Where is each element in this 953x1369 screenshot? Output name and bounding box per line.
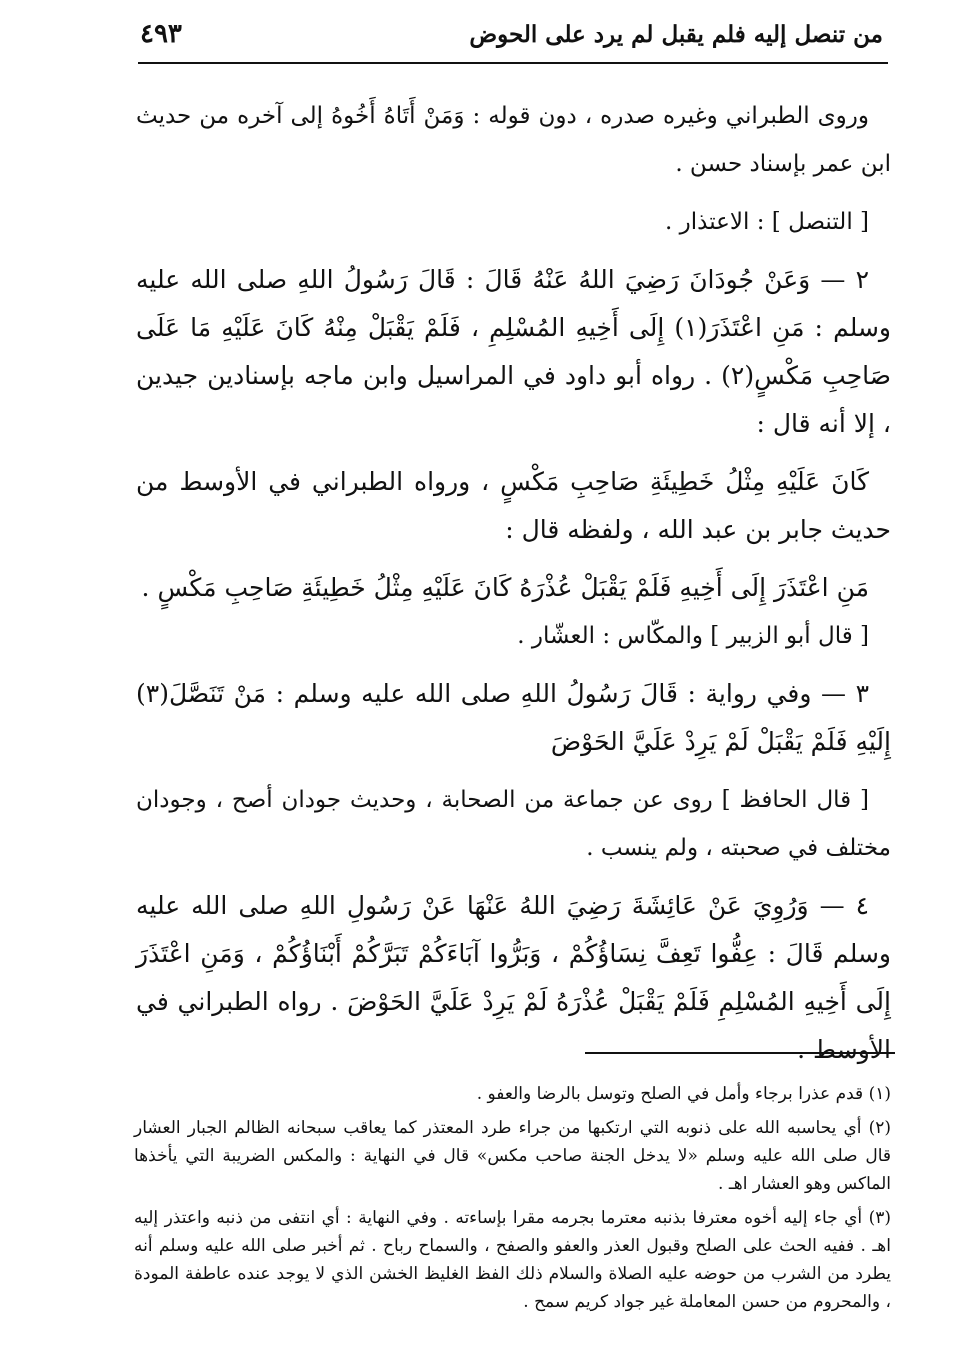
footnote-3: (٣) أي جاء إليه أخوه معترفا بذنبه معترما بجرمه مقرا بإساءته . وفي النهاية : أي انتفى من ذنبه واعتذر إليه اهـ . ففيه الحث على الصلح وقبول العذر والعفو والصفح ، والسماح رباح . ثم أخبر صلى الله عليه وسلم أنه يطرد من الشرب من حوضه عليه الصلاة والسلام ذلك الفظ الغليظ الخشن الذي لا يوجد عنده عاطفة المودة ، والمحروم من حسن المعاملة غير جواد كريم سمح .: [134, 1208, 891, 1312]
footnote-2: (٢) أي يحاسبه الله على ذنوبه التي ارتكبها من جراء طرد المعتذر كما يعاقب سبحانه الظالم الجبار العشار قال صلى الله عليه وسلم «لا يدخل الجنة صاحب مكس» قال في النهاية : والمكس الضريبة التي يأخذها الماكس وهو العشار اهـ .: [134, 1118, 891, 1194]
definition-tanassul: [ التنصل ] : الاعتذار .: [665, 209, 869, 235]
hadith-2: ٢ — وَعَنْ جُودَانَ رَضِيَ اللهُ عَنْهُ قَالَ : قَالَ رَسُولُ اللهِ صلى الله عليه وسلم : مَنِ اعْتَذَرَ(١) إِلَى أَخِيهِ المُسْلِمِ ، فَلَمْ يَقْبَلْ مِنْهُ كَانَ عَلَيْهِ مَا عَلَى صَاحِبِ مَكْسٍ(٢) . رواه أبو داود في المراسيل وابن ماجه بإسنادين جيدين ، إلا أنه قال :: [136, 265, 892, 438]
hafiz-comment: [ قال الحافظ ] روى عن جماعة من الصحابة ، وحديث جودان أصح ، وجودان مختلف في صحبته ، ولم ينسب .: [136, 787, 891, 861]
hadith-4: ٤ — وَرُوِيَ عَنْ عَائِشَةَ رَضِيَ اللهُ عَنْهَا عَنْ رَسُولِ اللهِ صلى الله عليه وسلم قَالَ : عِفُّوا تَعِفَّ نِسَاؤُكُمْ ، وَبَرُّوا آبَاءَكُمْ تَبَرَّكُمْ أَبْنَاؤُكُمْ ، وَمَنِ اعْتَذَرَ إِلَى أَخِيهِ المُسْلِمِ فَلَمْ يَقْبَلْ عُذْرَهُ لَمْ يَرِدْ عَلَيَّ الحَوْضَ . رواه الطبراني في الأوسط .: [136, 891, 892, 1064]
main-text: [136, 92, 891, 1074]
page-number: ٤٩٣: [140, 19, 182, 49]
footnote-1: (١) قدم عذرا برجاء وأمل في الصلح وتوسل بالرضا والعفو .: [476, 1084, 891, 1104]
hadith-3: ٣ — وفي رواية : قَالَ رَسُولُ اللهِ صلى الله عليه وسلم : مَنْ تَنَصَّلَ(٣) إِلَيْهِ فَلَمْ يَقْبَلْ لَمْ يَرِدْ عَلَيَّ الحَوْضَ: [136, 679, 891, 756]
header-rule: [138, 62, 888, 64]
footnotes: [134, 1080, 891, 1322]
running-header: [140, 14, 883, 54]
definition-makkas: [ قال أبو الزبير ] والمكّاس : العشّار .: [517, 623, 869, 649]
paragraph-tabarani-narration: وروى الطبراني وغيره صدره ، دون قوله : وَمَنْ أَتَاهُ أَخُوهُ إلى آخره من حديث ابن عمر بإسناد حسن .: [136, 103, 891, 177]
hadith-2-jabir-text: مَنِ اعْتَذَرَ إِلَى أَخِيهِ فَلَمْ يَقْبَلْ عُذْرَهُ كَانَ عَلَيْهِ مِثْلُ خَطِيئَةِ صَاحِبِ مَكْسٍ .: [141, 573, 869, 602]
chapter-title: من تنصل إليه فلم يقبل لم يرد على الحوض: [469, 20, 883, 48]
footnote-rule: [585, 1052, 895, 1054]
hadith-2-variant: كَانَ عَلَيْهِ مِثْلُ خَطِيئَةِ صَاحِبِ مَكْسٍ ، ورواه الطبراني في الأوسط من حديث جابر بن عبد الله ، ولفظه قال :: [136, 467, 891, 544]
